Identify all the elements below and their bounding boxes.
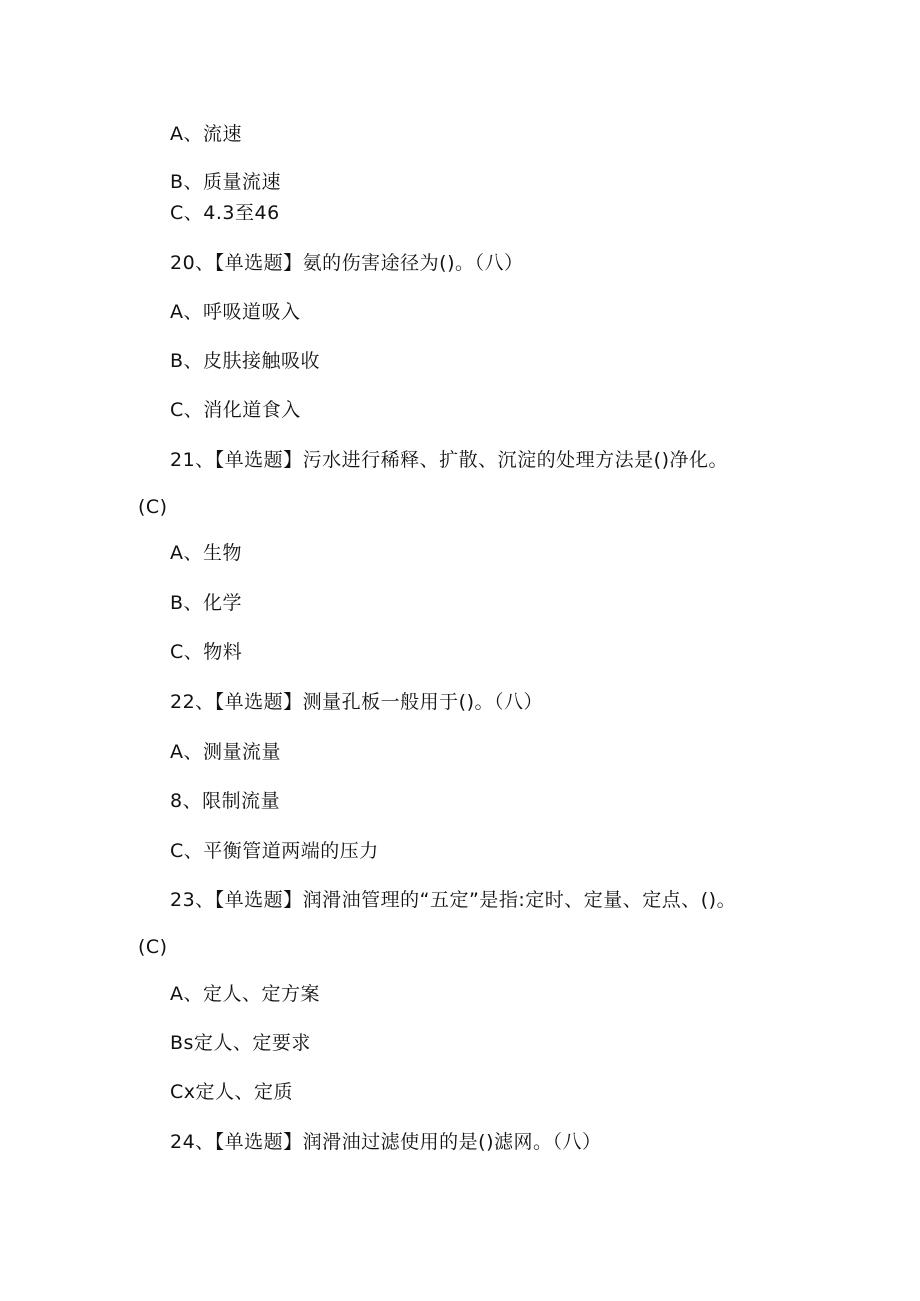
question-22-option-c: C、平衡管道两端的压力 (170, 840, 379, 862)
question-20-option-a: A、呼吸道吸入 (170, 301, 301, 323)
question-23-option-c: Cx定人、定质 (170, 1081, 294, 1103)
question-22: 22、【单选题】测量孔板一般用于()。（八） (170, 691, 544, 713)
question-22-option-b: 8、限制流量 (170, 790, 281, 812)
question-21: 21、【单选题】污水进行稀释、扩散、沉淀的处理方法是()净化。 (170, 449, 729, 471)
question-23-answer: (C) (138, 936, 168, 958)
question-21-option-c: C、物料 (170, 641, 243, 663)
question-21-option-b: B、化学 (170, 592, 243, 614)
question-20-option-b: B、皮肤接触吸收 (170, 350, 321, 372)
question-23-option-a: A、定人、定方案 (170, 983, 320, 1005)
question-20-option-c: C、消化道食入 (170, 399, 301, 421)
option-a-flow-velocity: A、流速 (170, 123, 242, 145)
option-b-mass-flow-velocity: B、质量流速 (170, 171, 282, 193)
question-24: 24、【单选题】润滑油过滤使用的是()滤网。（八） (170, 1131, 602, 1153)
question-21-option-a: A、生物 (170, 542, 242, 564)
question-21-answer: (C) (138, 496, 168, 518)
question-23-option-b: Bs定人、定要求 (170, 1032, 311, 1054)
question-22-option-a: A、测量流量 (170, 741, 281, 763)
question-23: 23、【单选题】润滑油管理的“五定”是指:定时、定量、定点、()。 (170, 889, 737, 911)
option-c-range: C、4.3至46 (170, 202, 280, 224)
question-20: 20、【单选题】氨的伤害途径为()。（八） (170, 252, 524, 274)
